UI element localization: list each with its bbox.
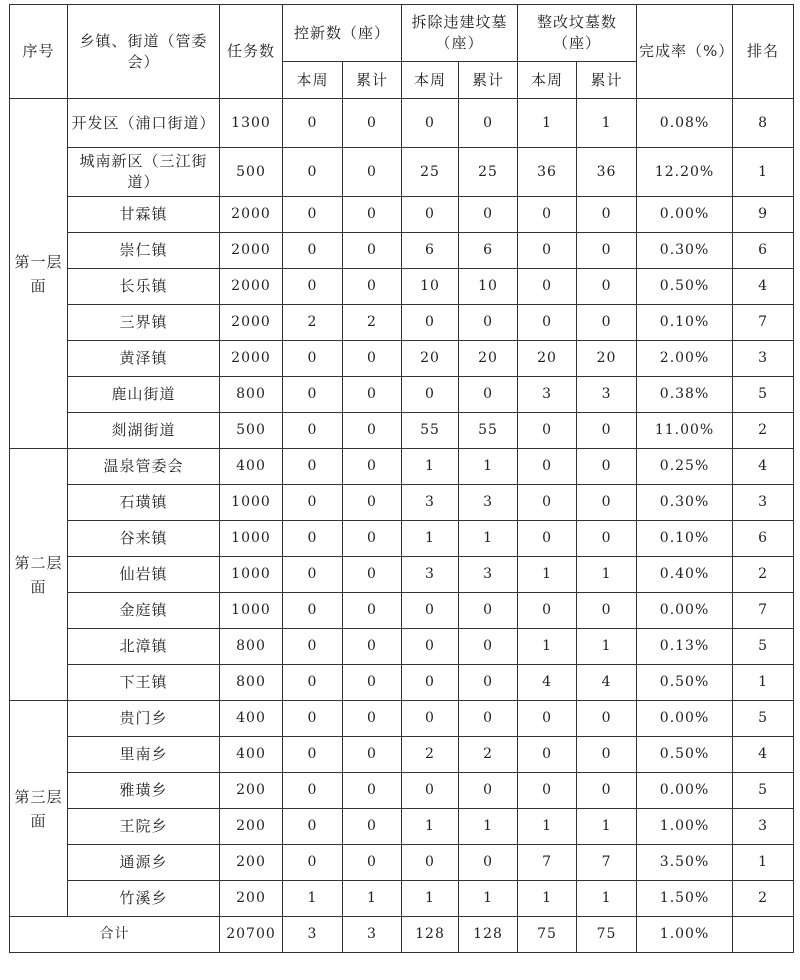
- header-total: 累计: [343, 62, 402, 99]
- group-label: 第一层面: [10, 99, 68, 449]
- demolish-total-cell: 0: [459, 197, 518, 233]
- rectify-week-cell: 1: [518, 99, 577, 148]
- total-rank-cell: [733, 917, 794, 953]
- rectify-total-cell: 0: [577, 737, 637, 773]
- task-cell: 200: [220, 773, 283, 809]
- task-cell: 200: [220, 809, 283, 845]
- demolish-total-cell: 0: [459, 773, 518, 809]
- table-row: [10, 269, 794, 305]
- table-row: [10, 881, 794, 917]
- header-total: 累计: [459, 62, 518, 99]
- rectify-week-cell: 4: [518, 665, 577, 701]
- rate-cell: 3.50%: [637, 845, 733, 881]
- task-cell: 400: [220, 449, 283, 485]
- town-name-cell: 雅璜乡: [68, 773, 220, 809]
- table-row: [10, 485, 794, 521]
- rectify-week-cell: 0: [518, 197, 577, 233]
- demolish-week-cell: 0: [402, 99, 459, 148]
- demolish-total-cell: 1: [459, 449, 518, 485]
- rank-cell: 7: [733, 593, 794, 629]
- control-total-cell: 0: [343, 737, 402, 773]
- control-week-cell: 0: [283, 629, 343, 665]
- control-total-cell: 0: [343, 413, 402, 449]
- table-row: [10, 341, 794, 377]
- demolish-total-cell: 55: [459, 413, 518, 449]
- rectify-total-cell: 0: [577, 701, 637, 737]
- total-task-cell: 20700: [220, 917, 283, 953]
- rate-cell: 1.00%: [637, 809, 733, 845]
- control-week-cell: 0: [283, 845, 343, 881]
- demolish-week-cell: 6: [402, 233, 459, 269]
- rate-cell: 0.40%: [637, 557, 733, 593]
- rate-cell: 0.50%: [637, 665, 733, 701]
- town-name-cell: 城南新区（三江街道）: [68, 148, 220, 197]
- table-row: [10, 845, 794, 881]
- demolish-total-cell: 10: [459, 269, 518, 305]
- rectify-total-cell: 0: [577, 269, 637, 305]
- rectify-total-cell: 0: [577, 773, 637, 809]
- rectify-week-cell: 1: [518, 881, 577, 917]
- rectify-week-cell: 0: [518, 449, 577, 485]
- control-week-cell: 0: [283, 737, 343, 773]
- rectify-week-cell: 1: [518, 629, 577, 665]
- town-name-cell: 黄泽镇: [68, 341, 220, 377]
- demolish-total-cell: 0: [459, 377, 518, 413]
- rectify-total-cell: 0: [577, 593, 637, 629]
- demolish-week-cell: 2: [402, 737, 459, 773]
- task-cell: 400: [220, 737, 283, 773]
- town-name-cell: 里南乡: [68, 737, 220, 773]
- total-control-total-cell: 3: [343, 917, 402, 953]
- control-week-cell: 0: [283, 449, 343, 485]
- demolish-week-cell: 3: [402, 557, 459, 593]
- task-cell: 2000: [220, 233, 283, 269]
- header-demolish: 拆除违建坟墓（座）: [402, 5, 518, 62]
- demolish-week-cell: 0: [402, 377, 459, 413]
- task-cell: 400: [220, 701, 283, 737]
- group-label: 第三层面: [10, 701, 68, 917]
- demolish-total-cell: 3: [459, 557, 518, 593]
- control-week-cell: 0: [283, 413, 343, 449]
- town-name-cell: 北漳镇: [68, 629, 220, 665]
- demolish-total-cell: 0: [459, 701, 518, 737]
- rate-cell: 0.30%: [637, 485, 733, 521]
- town-name-cell: 谷来镇: [68, 521, 220, 557]
- rectify-week-cell: 1: [518, 809, 577, 845]
- rate-cell: 0.10%: [637, 305, 733, 341]
- rate-cell: 0.38%: [637, 377, 733, 413]
- rectify-week-cell: 0: [518, 305, 577, 341]
- rank-cell: 2: [733, 881, 794, 917]
- rectify-week-cell: 0: [518, 593, 577, 629]
- rate-cell: 0.10%: [637, 521, 733, 557]
- town-name-cell: 王院乡: [68, 809, 220, 845]
- demolish-week-cell: 25: [402, 148, 459, 197]
- rectify-total-cell: 1: [577, 629, 637, 665]
- control-week-cell: 1: [283, 881, 343, 917]
- rectify-total-cell: 0: [577, 485, 637, 521]
- rank-cell: 1: [733, 665, 794, 701]
- table-row: [10, 557, 794, 593]
- demolish-total-cell: 3: [459, 485, 518, 521]
- control-total-cell: 0: [343, 701, 402, 737]
- rank-cell: 6: [733, 521, 794, 557]
- control-total-cell: 0: [343, 593, 402, 629]
- control-total-cell: 2: [343, 305, 402, 341]
- table-row: [10, 629, 794, 665]
- town-name-cell: 鹿山街道: [68, 377, 220, 413]
- rank-cell: 5: [733, 701, 794, 737]
- control-total-cell: 0: [343, 485, 402, 521]
- rectify-week-cell: 0: [518, 413, 577, 449]
- rectify-week-cell: 0: [518, 521, 577, 557]
- control-total-cell: 0: [343, 148, 402, 197]
- rectify-week-cell: 0: [518, 773, 577, 809]
- control-total-cell: 0: [343, 521, 402, 557]
- control-week-cell: 0: [283, 521, 343, 557]
- total-demolish-total-cell: 128: [459, 917, 518, 953]
- rectify-week-cell: 36: [518, 148, 577, 197]
- rectify-total-cell: 4: [577, 665, 637, 701]
- header-week: 本周: [402, 62, 459, 99]
- rectify-total-cell: 0: [577, 233, 637, 269]
- table-row: [10, 665, 794, 701]
- demolish-total-cell: 6: [459, 233, 518, 269]
- table-row: [10, 305, 794, 341]
- group-label: 第二层面: [10, 449, 68, 701]
- rate-cell: 0.50%: [637, 737, 733, 773]
- demolish-total-cell: 1: [459, 881, 518, 917]
- total-rate-cell: 1.00%: [637, 917, 733, 953]
- rank-cell: 3: [733, 809, 794, 845]
- task-cell: 1000: [220, 485, 283, 521]
- rectify-total-cell: 0: [577, 521, 637, 557]
- demolish-week-cell: 1: [402, 809, 459, 845]
- control-total-cell: 0: [343, 845, 402, 881]
- total-demolish-week-cell: 128: [402, 917, 459, 953]
- rank-cell: 9: [733, 197, 794, 233]
- control-week-cell: 0: [283, 485, 343, 521]
- table-row: [10, 701, 794, 737]
- rank-cell: 4: [733, 449, 794, 485]
- rectify-total-cell: 3: [577, 377, 637, 413]
- rectify-week-cell: 0: [518, 233, 577, 269]
- table-row: [10, 197, 794, 233]
- demolish-week-cell: 0: [402, 197, 459, 233]
- task-cell: 1000: [220, 593, 283, 629]
- control-week-cell: 0: [283, 99, 343, 148]
- rate-cell: 1.50%: [637, 881, 733, 917]
- header-total: 累计: [577, 62, 637, 99]
- header-seq: 序号: [10, 5, 68, 99]
- table-row: [10, 773, 794, 809]
- town-name-cell: 仙岩镇: [68, 557, 220, 593]
- demolish-week-cell: 0: [402, 305, 459, 341]
- control-total-cell: 0: [343, 341, 402, 377]
- rank-cell: 7: [733, 305, 794, 341]
- demolish-total-cell: 0: [459, 99, 518, 148]
- task-cell: 2000: [220, 341, 283, 377]
- rate-cell: 0.25%: [637, 449, 733, 485]
- total-rectify-total-cell: 75: [577, 917, 637, 953]
- task-cell: 2000: [220, 197, 283, 233]
- rectify-week-cell: 0: [518, 701, 577, 737]
- table-row: [10, 737, 794, 773]
- table-row: [10, 413, 794, 449]
- control-week-cell: 0: [283, 557, 343, 593]
- header-week: 本周: [518, 62, 577, 99]
- task-cell: 2000: [220, 269, 283, 305]
- control-week-cell: 0: [283, 269, 343, 305]
- total-label: 合计: [10, 917, 220, 953]
- control-total-cell: 0: [343, 773, 402, 809]
- table-row: [10, 521, 794, 557]
- rectify-total-cell: 1: [577, 557, 637, 593]
- control-week-cell: 0: [283, 148, 343, 197]
- rectify-total-cell: 1: [577, 881, 637, 917]
- control-week-cell: 0: [283, 377, 343, 413]
- rectify-week-cell: 20: [518, 341, 577, 377]
- demolish-week-cell: 1: [402, 449, 459, 485]
- rectify-week-cell: 0: [518, 485, 577, 521]
- header-task: 任务数: [220, 5, 283, 99]
- demolish-total-cell: 0: [459, 593, 518, 629]
- table-row: [10, 449, 794, 485]
- table-row: [10, 377, 794, 413]
- demolish-total-cell: 0: [459, 305, 518, 341]
- control-week-cell: 2: [283, 305, 343, 341]
- demolish-total-cell: 25: [459, 148, 518, 197]
- demolish-total-cell: 0: [459, 665, 518, 701]
- rate-cell: 2.00%: [637, 341, 733, 377]
- control-week-cell: 0: [283, 341, 343, 377]
- grave-rectification-table: [9, 4, 794, 953]
- demolish-total-cell: 1: [459, 521, 518, 557]
- town-name-cell: 开发区（浦口街道）: [68, 99, 220, 148]
- town-name-cell: 下王镇: [68, 665, 220, 701]
- rate-cell: 0.30%: [637, 233, 733, 269]
- demolish-week-cell: 0: [402, 845, 459, 881]
- table-row: [10, 148, 794, 197]
- task-cell: 1300: [220, 99, 283, 148]
- rank-cell: 4: [733, 269, 794, 305]
- table-body: [10, 99, 794, 953]
- rank-cell: 1: [733, 148, 794, 197]
- rectify-week-cell: 0: [518, 737, 577, 773]
- header-week: 本周: [283, 62, 343, 99]
- total-row: [10, 917, 794, 953]
- rectify-total-cell: 7: [577, 845, 637, 881]
- rank-cell: 8: [733, 99, 794, 148]
- rectify-total-cell: 1: [577, 99, 637, 148]
- control-total-cell: 0: [343, 449, 402, 485]
- rectify-total-cell: 36: [577, 148, 637, 197]
- rank-cell: 3: [733, 485, 794, 521]
- rate-cell: 12.20%: [637, 148, 733, 197]
- town-name-cell: 长乐镇: [68, 269, 220, 305]
- rank-cell: 2: [733, 557, 794, 593]
- rate-cell: 11.00%: [637, 413, 733, 449]
- rank-cell: 2: [733, 413, 794, 449]
- rectify-week-cell: 1: [518, 557, 577, 593]
- demolish-week-cell: 1: [402, 881, 459, 917]
- control-total-cell: 0: [343, 809, 402, 845]
- rectify-total-cell: 0: [577, 305, 637, 341]
- demolish-total-cell: 0: [459, 845, 518, 881]
- town-name-cell: 通源乡: [68, 845, 220, 881]
- header-rate: 完成率（%）: [637, 5, 733, 99]
- control-week-cell: 0: [283, 701, 343, 737]
- rectify-week-cell: 0: [518, 269, 577, 305]
- task-cell: 2000: [220, 305, 283, 341]
- town-name-cell: 三界镇: [68, 305, 220, 341]
- total-rectify-week-cell: 75: [518, 917, 577, 953]
- control-week-cell: 0: [283, 593, 343, 629]
- control-total-cell: 0: [343, 557, 402, 593]
- task-cell: 500: [220, 413, 283, 449]
- demolish-week-cell: 20: [402, 341, 459, 377]
- control-week-cell: 0: [283, 665, 343, 701]
- rate-cell: 0.13%: [637, 629, 733, 665]
- demolish-week-cell: 10: [402, 269, 459, 305]
- control-total-cell: 0: [343, 665, 402, 701]
- control-week-cell: 0: [283, 233, 343, 269]
- rate-cell: 0.50%: [637, 269, 733, 305]
- header-town: 乡镇、街道（管委会）: [68, 5, 220, 99]
- control-week-cell: 0: [283, 773, 343, 809]
- rank-cell: 5: [733, 773, 794, 809]
- task-cell: 800: [220, 629, 283, 665]
- rank-cell: 6: [733, 233, 794, 269]
- rate-cell: 0.00%: [637, 197, 733, 233]
- rectify-total-cell: 0: [577, 413, 637, 449]
- demolish-week-cell: 0: [402, 629, 459, 665]
- task-cell: 1000: [220, 557, 283, 593]
- header-rectify: 整改坟墓数（座）: [518, 5, 637, 62]
- rate-cell: 0.00%: [637, 593, 733, 629]
- header-control-new: 控新数（座）: [283, 5, 402, 62]
- control-total-cell: 0: [343, 99, 402, 148]
- rectify-week-cell: 7: [518, 845, 577, 881]
- town-name-cell: 剡湖街道: [68, 413, 220, 449]
- demolish-total-cell: 0: [459, 629, 518, 665]
- town-name-cell: 石璜镇: [68, 485, 220, 521]
- header-rank: 排名: [733, 5, 794, 99]
- rectify-total-cell: 1: [577, 809, 637, 845]
- rank-cell: 5: [733, 377, 794, 413]
- demolish-total-cell: 2: [459, 737, 518, 773]
- table-row: [10, 593, 794, 629]
- demolish-week-cell: 0: [402, 773, 459, 809]
- control-total-cell: 1: [343, 881, 402, 917]
- task-cell: 800: [220, 377, 283, 413]
- town-name-cell: 崇仁镇: [68, 233, 220, 269]
- task-cell: 200: [220, 845, 283, 881]
- control-total-cell: 0: [343, 629, 402, 665]
- control-total-cell: 0: [343, 233, 402, 269]
- task-cell: 500: [220, 148, 283, 197]
- demolish-total-cell: 1: [459, 809, 518, 845]
- rank-cell: 1: [733, 845, 794, 881]
- control-total-cell: 0: [343, 269, 402, 305]
- demolish-week-cell: 55: [402, 413, 459, 449]
- table-row: [10, 233, 794, 269]
- rectify-total-cell: 0: [577, 449, 637, 485]
- control-total-cell: 0: [343, 377, 402, 413]
- rank-cell: 5: [733, 629, 794, 665]
- table-row: [10, 99, 794, 148]
- table-row: [10, 809, 794, 845]
- rank-cell: 3: [733, 341, 794, 377]
- control-week-cell: 0: [283, 197, 343, 233]
- demolish-week-cell: 0: [402, 701, 459, 737]
- town-name-cell: 金庭镇: [68, 593, 220, 629]
- town-name-cell: 甘霖镇: [68, 197, 220, 233]
- town-name-cell: 竹溪乡: [68, 881, 220, 917]
- task-cell: 1000: [220, 521, 283, 557]
- demolish-total-cell: 20: [459, 341, 518, 377]
- rectify-total-cell: 20: [577, 341, 637, 377]
- rectify-total-cell: 0: [577, 197, 637, 233]
- demolish-week-cell: 3: [402, 485, 459, 521]
- rate-cell: 0.00%: [637, 701, 733, 737]
- rectify-week-cell: 3: [518, 377, 577, 413]
- rate-cell: 0.00%: [637, 773, 733, 809]
- task-cell: 800: [220, 665, 283, 701]
- control-total-cell: 0: [343, 197, 402, 233]
- demolish-week-cell: 1: [402, 521, 459, 557]
- rate-cell: 0.08%: [637, 99, 733, 148]
- total-control-week-cell: 3: [283, 917, 343, 953]
- town-name-cell: 温泉管委会: [68, 449, 220, 485]
- rank-cell: 4: [733, 737, 794, 773]
- town-name-cell: 贵门乡: [68, 701, 220, 737]
- task-cell: 200: [220, 881, 283, 917]
- demolish-week-cell: 0: [402, 593, 459, 629]
- demolish-week-cell: 0: [402, 665, 459, 701]
- control-week-cell: 0: [283, 809, 343, 845]
